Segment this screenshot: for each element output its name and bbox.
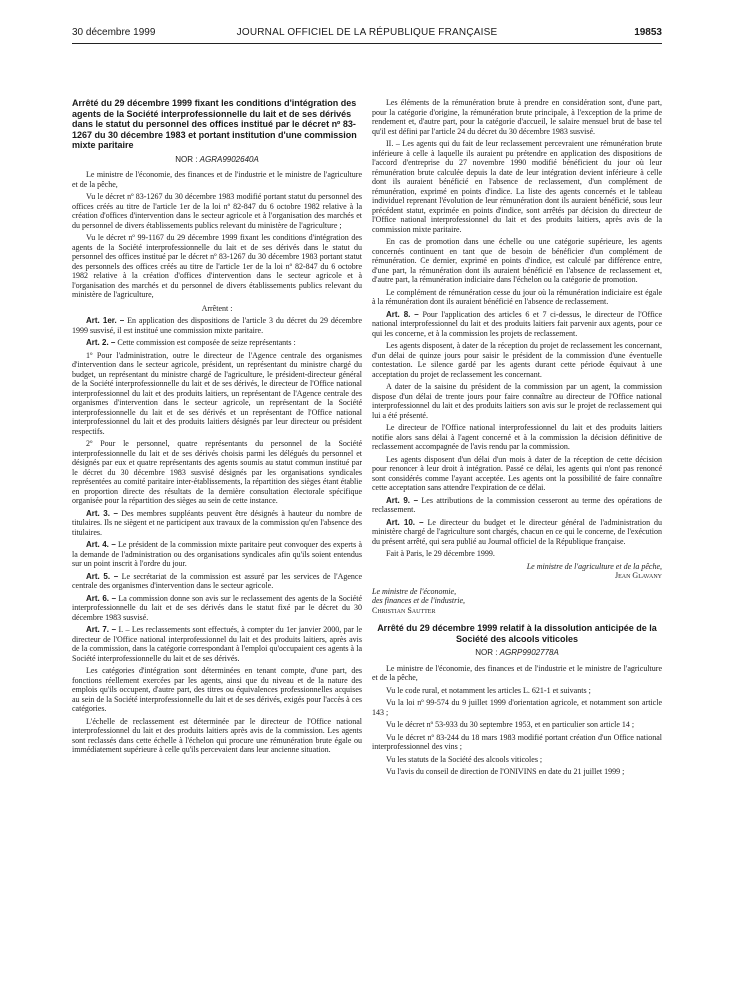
article-text: Le président de la commission mixte paritaire peut convoquer des experts à la demande de l'administration ou des organisations syndicales afin qu'ils soient entendus sur un point inscrit à l'ordre du jour.: [72, 540, 362, 568]
header-date: 30 décembre 1999: [72, 27, 156, 38]
right-column: [372, 98, 662, 780]
decree1-articles-right: [372, 98, 662, 546]
decree2-preamble: [372, 664, 662, 777]
article-paragraph: [372, 382, 662, 420]
decree1-articles-left: [72, 316, 362, 755]
decree2-title: Arrêté du 29 décembre 1999 relatif à la dissolution anticipée de la Société des alcools viticoles: [377, 623, 657, 644]
article-paragraph: [372, 310, 662, 339]
left-column: [72, 98, 362, 758]
article-text: Des membres suppléants peuvent être désignés à hauteur du nombre de titulaires. Ils ne siègent et ne participent aux travaux de la commission qu'en l'absence des titulaires.: [72, 508, 362, 537]
article-paragraph: [72, 717, 362, 755]
article-text: Pour l'application des articles 6 et 7 ci-dessus, le directeur de l'Office national interprofessionnel du lait et des produits laitiers fait parvenir aux agents, pour ce qui les concerne, et à la commission les projets de reclassement.: [372, 309, 663, 338]
article-text: Les éléments de la rémunération brute à prendre en considération sont, d'une part, pour la catégorie d'origine, la rémunération brute principale, à l'exception de la prime de rendement et, d'autre part, pour la catégorie d'accueil, le salaire mensuel brut de base tel qu'il est défini par l'article 24 du décret du 30 décembre 1983 susvisé.: [372, 98, 662, 136]
signature-name: Jean Glavany: [614, 571, 662, 580]
article-paragraph: [72, 439, 362, 506]
article-text: Le secrétariat de la commission est assuré par les services de l'Agence centrale des organismes d'intervention dans le secteur agricole.: [72, 571, 363, 590]
signature-agriculture: [372, 562, 662, 581]
article-text: L'échelle de reclassement est déterminée par le directeur de l'Office national interprofessionnel du lait et des produits laitiers après avis de la commission. Les agents sont reclassés dans cette échelle à l'échelon qui procure une rémunération brute égale ou immédiatement supérieure à celle qu'ils percevaient dans leur ancienne situation.: [72, 716, 362, 754]
article-number: Art. 2. –: [86, 338, 116, 347]
article-paragraph: [72, 351, 362, 437]
article-number: Art. 4. –: [86, 540, 116, 549]
article-text: II. – Les agents qui du fait de leur reclassement percevraient une rémunération brute inférieure à celle à laquelle ils auraient pu prétendre en application des dispositions de l'accord d'entreprise du 27 novembre 1990 modifié bénéficient du jour où leur rémunération brute calculée depuis la date de leur intégration devient inférieure à celle dont ils auraient bénéficié en l'absence de reclassement, d'un complément de rémunération, exprimé en points d'indice. La liste des agents concernés et le tableau individuel reprenant l'évolution de leur rémunération dont ils auraient bénéficié, sous leur précédent statut, exprimée en points d'indice, sont arrêtés par décision du directeur de l'Office national interprofessionnel du lait et des produits laitiers, après avis de la commission mixte paritaire.: [372, 139, 662, 234]
header-page-number: 19853: [634, 27, 662, 38]
nor-code: AGRP9902778A: [499, 648, 559, 657]
article-number: Art. 5. –: [86, 571, 119, 581]
done-at: Fait à Paris, le 29 décembre 1999.: [386, 549, 495, 558]
article-number: Art. 6. –: [86, 593, 117, 603]
article-paragraph: [72, 338, 362, 348]
article-number: Art. 9. –: [386, 495, 419, 505]
article-text: Les agents disposent d'un délai d'un mois à dater de la réception de cette décision pour renoncer à leur droit à intégration. Passé ce délai, les agents qui n'ont pas renoncé sont considérés comme l'ayant acceptée. Les agents ont la possibilité de faire connaître cette acceptation sans attendre l'expiration de ce délai.: [372, 454, 662, 492]
article-text: La commission donne son avis sur le reclassement des agents de la Société interprofessionnelle du lait et de ses dérivés dans le statut fixé par le décret du 30 décembre 1983 susvisé.: [72, 593, 362, 622]
article-text: 1º Pour l'administration, outre le directeur de l'Agence centrale des organismes d'intervention dans le secteur agricole, président, un représentant du ministre chargé du budget, un représentant du ministre chargé de l'agriculture, le président-directeur général de la Société interprofessionnelle du lait et de ses dérivés, le directeur de l'Office national interprofessionnel du lait et des produits laitiers, un représentant de l'Agence centrale des organismes d'intervention dans le secteur agricole, un représentant de la Société interprofessionnelle du lait et de ses dérivés et un représentant de l'Office national interprofessionnel du lait et des produits laitiers désignés par leur directeur ou président respectifs.: [72, 350, 362, 436]
decree1-preamble: [72, 170, 362, 300]
article-number: Art. 10. –: [386, 517, 424, 527]
article-paragraph: [372, 237, 662, 285]
paragraph: Le ministre de l'économie, des finances et de l'industrie et le ministre de l'agriculture et de la pêche,: [372, 663, 662, 682]
article-paragraph: [72, 666, 362, 714]
nor-code: AGRA9902640A: [199, 154, 259, 164]
article-paragraph: [372, 496, 662, 515]
article-text: Le directeur de l'Office national interprofessionnel du lait et des produits laitiers notifie alors sans délai à l'agent concerné et à la commission la décision définitive de reclassement accompagnée de l'avis rendu par la commission.: [372, 423, 662, 451]
signature-role-line2: des finances et de l'industrie,: [372, 596, 466, 605]
nor-label: NOR :: [475, 648, 498, 657]
arretent-label: Arrêtent :: [201, 303, 233, 313]
article-number: Art. 8. –: [386, 309, 419, 319]
page-header: [72, 27, 662, 44]
article-number: Art. 3. –: [86, 508, 118, 518]
paragraph: Vu le décret nº 99-1167 du 29 décembre 1999 fixant les conditions d'intégration des agents de la Société interprofessionnelle du lait et de ses dérivés dans le statut du personnel des offices institué par le décret nº 83-1267 du 30 décembre 1983 portant statut des personnels des offices créés au titre de l'article 1er de la loi nº 82-847 du 6 octobre 1982 relative à la création d'offices d'intervention dans le secteur agricole et à l'organisation des marchés et du personnel de divers établissements publics relevant du ministère de l'agriculture,: [72, 233, 362, 299]
article-text: I. – Les reclassements sont effectués, à compter du 1er janvier 2000, par le directeur de l'Office national interprofessionnel du lait et des produits laitiers, après avis de la commission, dans la catégorie correspondant à l'emploi qu'occupaient ces agents à la Société interprofessionnelle du lait et de ses dérivés.: [72, 625, 363, 663]
nor-label: NOR :: [175, 154, 198, 164]
paragraph: Vu les statuts de la Société des alcools viticoles ;: [386, 754, 543, 764]
decree1-title: Arrêté du 29 décembre 1999 fixant les conditions d'intégration des agents de la Société interprofessionnelle du lait et de ses dérivés dans le statut du personnel des offices institué par le décret nº 83-1267 du 30 décembre 1983 et portant institution d'une commission mixte paritaire: [72, 98, 357, 150]
article-text: 2º Pour le personnel, quatre représentants du personnel de la Société interprofessionnelle du lait et de ses dérivés choisis parmi les délégués du personnel et désignés par eux et quatre représentants des agents soumis au statut commun institué par le décret du 30 décembre 1983 susvisé désignés par les organisations syndicales représentées au comité paritaire inter-établissements, la répartition des sièges étant établie en proportion directe des résultats de la dernière consultation électorale spécifique organisée pour la répartition des sièges au sein de cette instance.: [72, 439, 362, 505]
signature-role: Le ministre de l'agriculture et de la pêche,: [526, 561, 662, 571]
article-text: A dater de la saisine du président de la commission par un agent, la commission dispose d'un délai de trente jours pour faire connaître au directeur de l'Office national interprofessionnel du lait et des produits laitiers son avis sur le projet de reclassement qui lui a été présenté.: [372, 382, 662, 420]
paragraph: Vu le décret nº 53-933 du 30 septembre 1953, et en particulier son article 14 ;: [386, 720, 635, 729]
article-paragraph: [372, 139, 662, 234]
article-paragraph: [372, 288, 662, 307]
article-text: En cas de promotion dans une échelle ou une catégorie supérieure, les agents concernés continuent en tant que de besoin de bénéficier d'un complément de rémunération. Ce dernier, exprimé en points d'indice, est calculé par différence entre, d'une part, la rémunération dont ils auraient bénéficié en l'absence de reclassement et, d'autre part, la rémunération indiciaire dans l'échelon ou la catégorie de promotion.: [372, 237, 662, 284]
article-paragraph: [372, 518, 662, 547]
article-text: Les attributions de la commission cesseront au terme des opérations de reclassement.: [372, 495, 663, 514]
article-number: Art. 7. –: [86, 625, 117, 634]
article-paragraph: [72, 572, 362, 591]
article-paragraph: [72, 316, 362, 335]
paragraph: Le ministre de l'économie, des finances et de l'industrie et le ministre de l'agriculture et de la pêche,: [72, 170, 362, 189]
article-paragraph: [72, 540, 362, 569]
paragraph: Vu l'avis du conseil de direction de l'ONIVINS en date du 21 juillet 1999 ;: [386, 767, 625, 776]
signature-role-line1: Le ministre de l'économie,: [372, 586, 457, 596]
paragraph: Vu le code rural, et notamment les articles L. 621-1 et suivants ;: [386, 685, 591, 695]
article-paragraph: [372, 455, 662, 493]
article-paragraph: [72, 594, 362, 623]
article-number: Art. 1er. –: [86, 316, 125, 325]
article-text: Les agents disposent, à dater de la réception du projet de reclassement les concernant, d'un délai de quinze jours pour saisir le président de la commission d'une éventuelle contestation. Le silence gardé par les agents durant cette période équivaut à une acceptation du projet de reclassement les concernant.: [372, 341, 662, 379]
signature-economy: [372, 587, 662, 616]
article-paragraph: [72, 625, 362, 663]
article-paragraph: [372, 423, 662, 452]
header-journal-title: JOURNAL OFFICIEL DE LA RÉPUBLIQUE FRANÇAISE: [236, 27, 498, 38]
decree1-nor: [72, 155, 362, 165]
article-paragraph: [372, 98, 662, 136]
article-text: Cette commission est composée de seize représentants :: [115, 338, 296, 347]
article-text: Les catégories d'intégration sont déterminées en tenant compte, d'une part, des fonctions réellement exercées par les agents, ainsi que du niveau et de la nature des emplois qu'ils occupent, d'autre part, des titres ou équivalences professionnelles acquises au sein de la Société interprofessionnelle du lait et de ses dérivés, exigés pour l'accès à ces catégories.: [72, 666, 362, 713]
article-text: En application des dispositions de l'article 3 du décret du 29 décembre 1999 susvisé, il est institué une commission mixte paritaire.: [72, 316, 362, 335]
paragraph: Vu le décret nº 83-1267 du 30 décembre 1983 modifié portant statut du personnel des offices créés au titre de l'article 1er de la loi nº 82-847 du 6 octobre 1982 relative à la création d'offices d'intervention dans le secteur agricole et à l'organisation des marchés et du personnel de divers établissements publics relevant du ministère de l'agriculture ;: [72, 192, 362, 230]
article-text: Le complément de rémunération cesse du jour où la rémunération indiciaire est égale à la rémunération dont ils auraient bénéficié en l'absence de reclassement.: [372, 287, 662, 306]
article-paragraph: [72, 509, 362, 538]
article-paragraph: [372, 341, 662, 379]
paragraph: Vu le décret nº 83-244 du 18 mars 1983 modifié portant création d'un Office national interprofessionnel des vins ;: [372, 732, 662, 751]
signature-name: Christian Sautter: [372, 605, 436, 615]
article-text: Le directeur du budget et le directeur général de l'administration du ministère chargé de l'agriculture sont chargés, chacun en ce qui le concerne, de l'exécution du présent arrêté, qui sera publié au Journal officiel de la République française.: [372, 517, 663, 546]
decree2-nor: [372, 648, 662, 658]
paragraph: Vu la loi nº 99-574 du 9 juillet 1999 d'orientation agricole, et notamment son article 143 ;: [372, 698, 662, 717]
